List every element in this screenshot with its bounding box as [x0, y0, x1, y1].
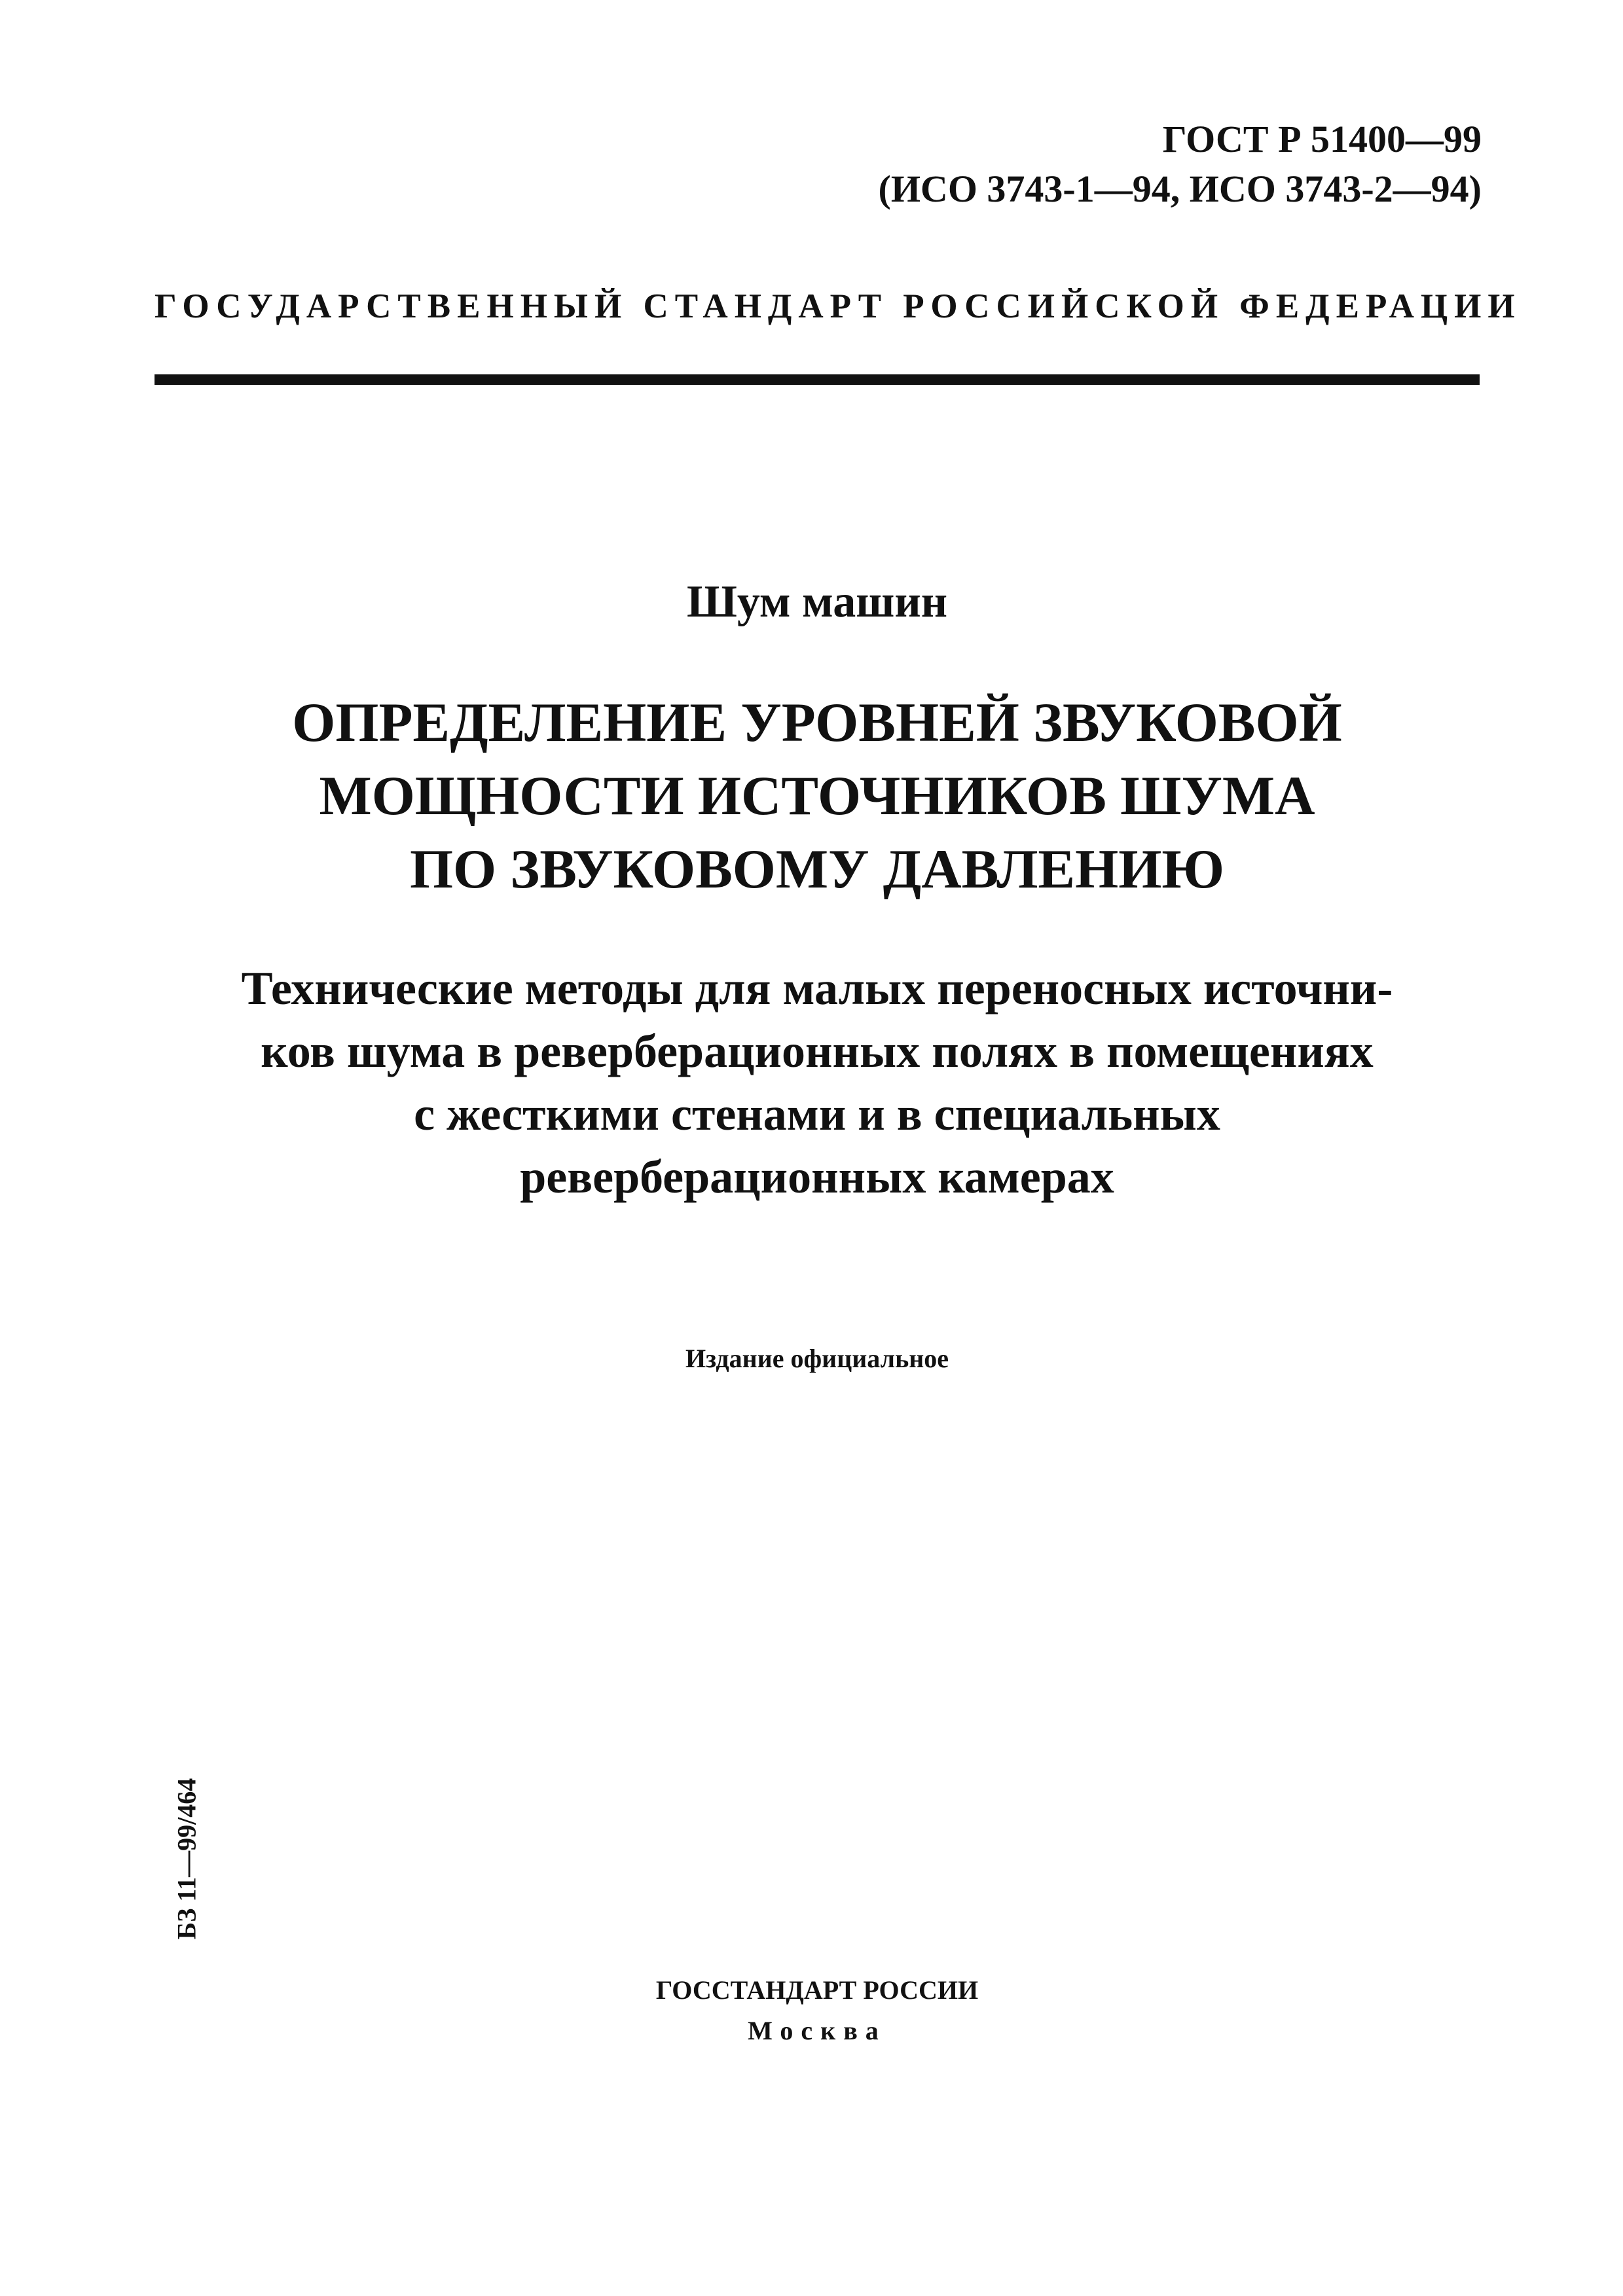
edition-note: Издание официальное	[685, 1344, 949, 1373]
standard-number: ГОСТ Р 51400—99	[1162, 118, 1482, 160]
subject-title: Шум машин	[686, 577, 948, 627]
publisher-block	[155, 1970, 1480, 2051]
subtitle-line: реверберационных камерах	[520, 1151, 1114, 1203]
side-code: БЗ 11—99/464	[172, 1778, 202, 1940]
standard-designation-block	[761, 115, 1482, 214]
main-title	[155, 686, 1480, 906]
subtitle-line: ков шума в реверберационных полях в помещениях	[261, 1025, 1374, 1077]
main-title-line: ОПРЕДЕЛЕНИЕ УРОВНЕЙ ЗВУКОВОЙ	[292, 692, 1342, 753]
header-divider	[155, 374, 1480, 385]
state-standard-heading: ГОСУДАРСТВЕННЫЙ СТАНДАРТ РОССИЙСКОЙ ФЕДЕРАЦИИ	[155, 287, 1522, 325]
publisher-city: Москва	[748, 2016, 886, 2045]
subtitle-line: Технические методы для малых переносных источни-	[241, 962, 1393, 1014]
main-title-line: ПО ЗВУКОВОМУ ДАВЛЕНИЮ	[409, 838, 1225, 900]
main-title-line: МОЩНОСТИ ИСТОЧНИКОВ ШУМА	[319, 765, 1315, 827]
subtitle-line: с жесткими стенами и в специальных	[414, 1088, 1220, 1140]
iso-reference: (ИСО 3743-1—94, ИСО 3743-2—94)	[878, 168, 1482, 210]
side-code-box	[160, 1728, 213, 1990]
publisher-name: ГОССТАНДАРТ РОССИИ	[655, 1975, 979, 2005]
subtitle	[155, 957, 1480, 1208]
